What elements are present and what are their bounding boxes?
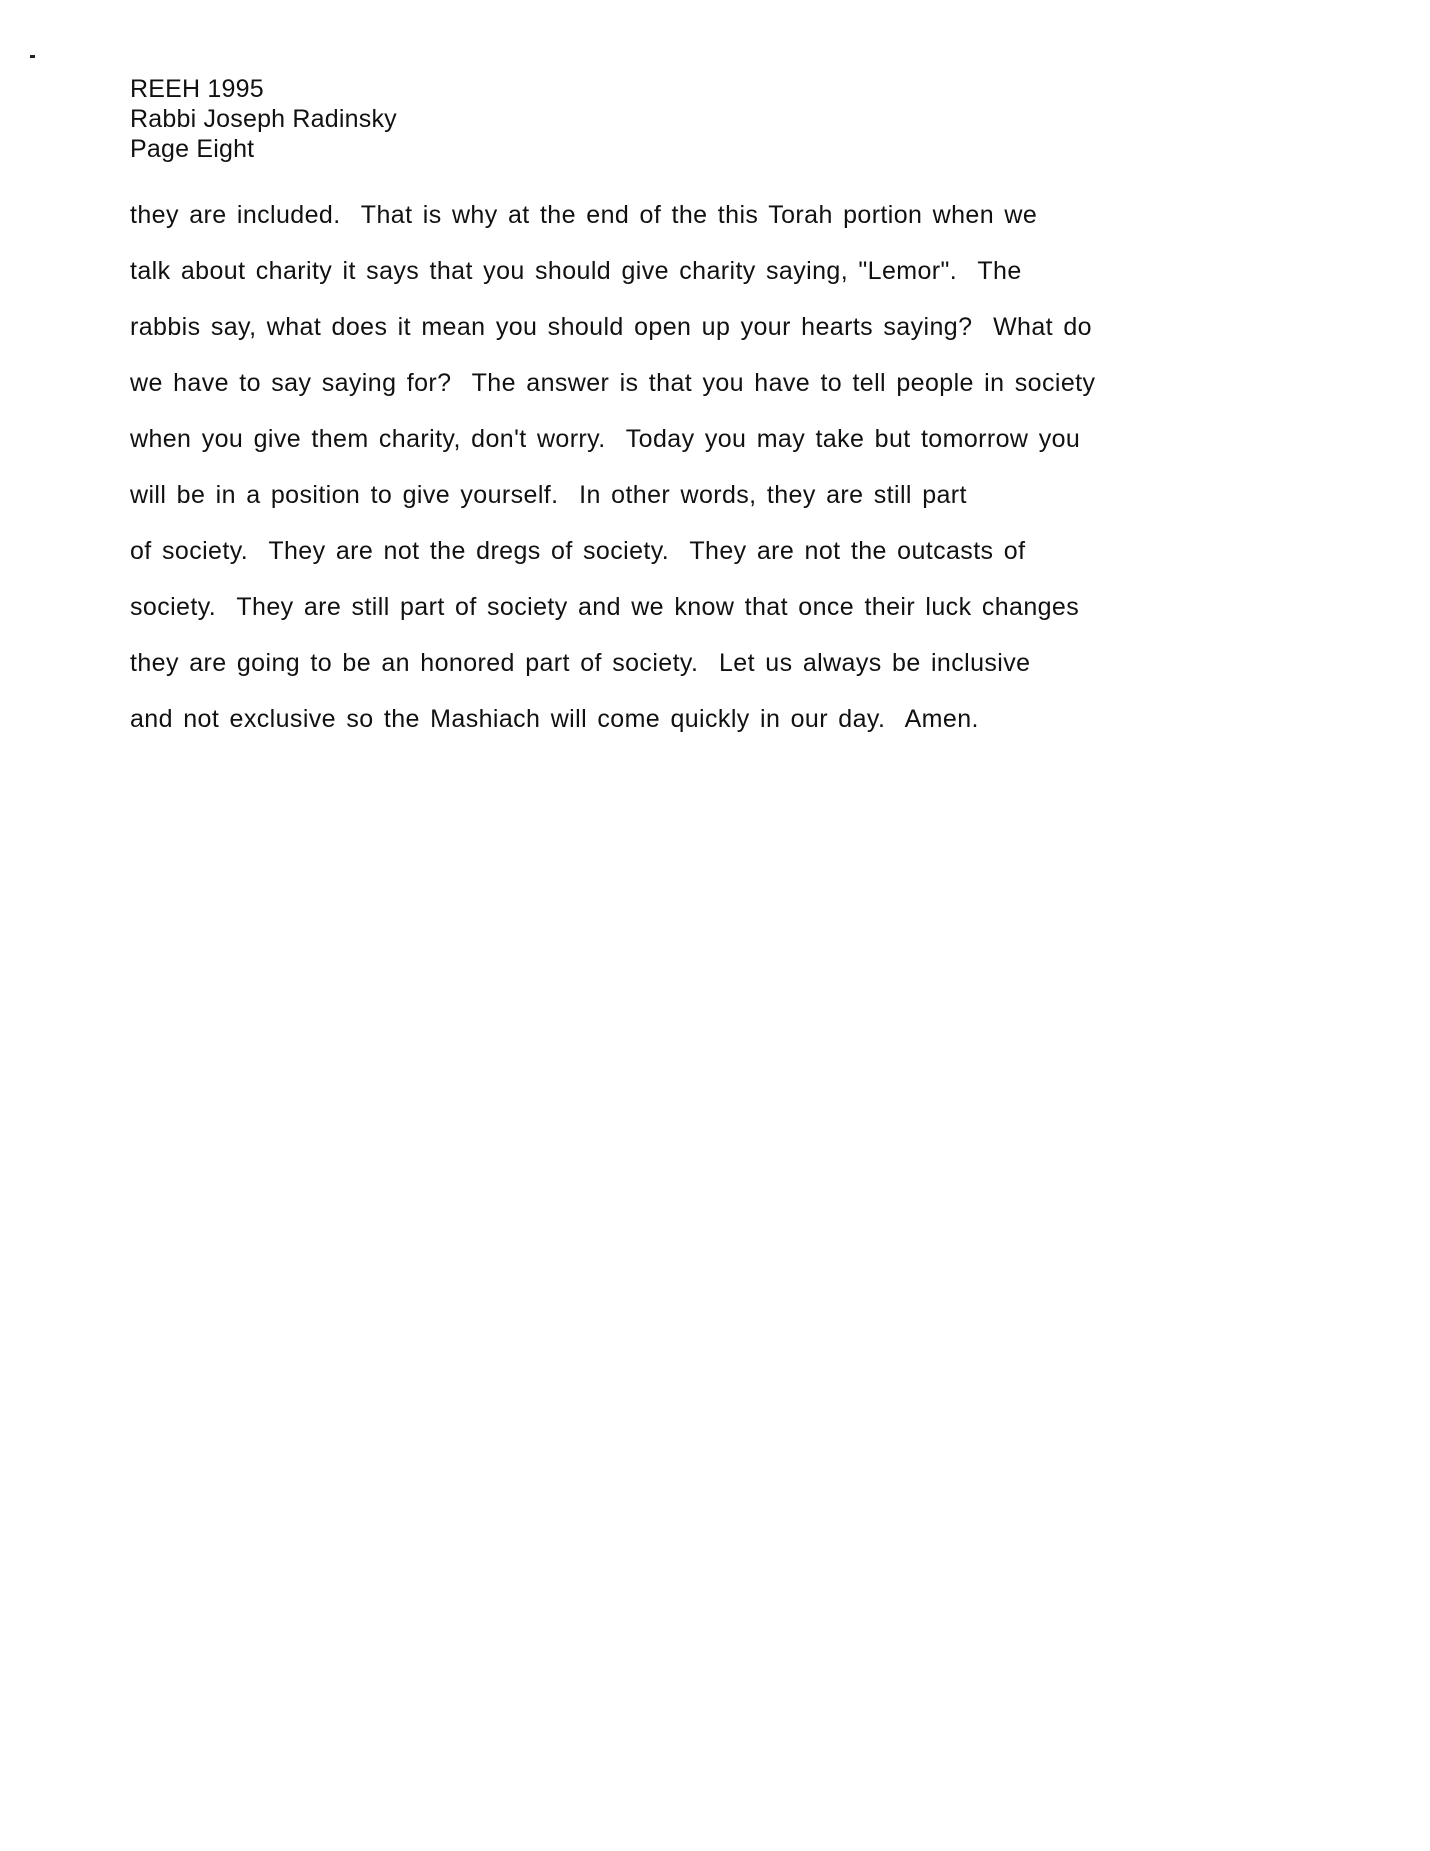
header-page-number: Page Eight [130,135,255,163]
body-line: when you give them charity, don't worry. Today you may take but tomorrow you [130,425,1081,453]
body-line: they are included. That is why at the end of the this Torah portion when we [130,201,1038,229]
body-line: they are going to be an honored part of society. Let us always be inclusive [130,649,1031,677]
document-header [130,74,397,164]
scan-mark [30,55,35,58]
header-title: REEH 1995 [130,75,264,103]
body-line: talk about charity it says that you should give charity saying, "Lemor". The [130,257,1022,285]
body-line: society. They are still part of society and we know that once their luck changes [130,593,1080,621]
body-line: of society. They are not the dregs of society. They are not the outcasts of [130,537,1026,565]
body-line: will be in a position to give yourself. In other words, they are still part [130,481,967,509]
body-line: rabbis say, what does it mean you should open up your hearts saying? What do [130,313,1092,341]
body-line: and not exclusive so the Mashiach will come quickly in our day. Amen. [130,705,979,733]
header-author: Rabbi Joseph Radinsky [130,105,397,133]
document-body [130,187,1095,747]
body-line: we have to say saying for? The answer is that you have to tell people in society [130,369,1096,397]
